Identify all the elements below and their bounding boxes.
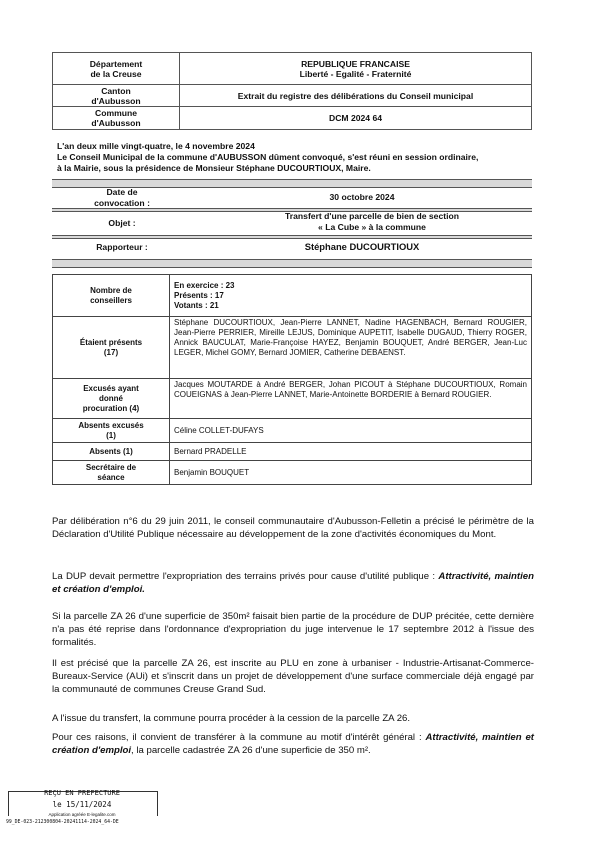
attendance-value: Jacques MOUTARDE à André BERGER, Johan PICOUT à Stéphane DUCOURTIOUX, Romain COUEIGNAS à Jean-Pierre LANNET, Marie-Antoinette BORDERIE à Bernard ROUGIER. [170, 379, 532, 419]
canton-label: Canton d'Aubusson [53, 85, 180, 107]
stamp-received: REÇU EN PREFECTURE [44, 789, 120, 797]
paragraph-4: Il est précisé que la parcelle ZA 26, est inscrite au PLU en zone à urbaniser - Industrie-Artisanat-Commerce-Bureaux-Service (AUi) et s'inscrit dans un projet de développement d'une surface commerciale déjà engagé par la communauté de communes Creuse Grand Sud. [52, 658, 534, 695]
attendance-row-absent [53, 443, 532, 461]
stamp-date: le 15/11/2024 [52, 800, 112, 809]
paragraph-2-text: La DUP devait permettre l'expropriation des terrains privés pour cause d'utilité publique : [52, 571, 436, 582]
paragraph-2-emphasis: Attractivité, maintien et création d'emploi. [52, 571, 534, 595]
reporter-row [52, 239, 532, 257]
attendance-label: Absents excusés (1) [53, 419, 170, 443]
reporter-label: Rapporteur : [96, 242, 148, 252]
object-value-line-2: « La Cube » à la commune [318, 222, 426, 232]
convocation-date: 30 octobre 2024 [329, 192, 395, 202]
attendance-label: Nombre de conseillers [53, 275, 170, 317]
attendance-row-present [53, 317, 532, 379]
attendance-label: Étaient présents (17) [53, 317, 170, 379]
department-label: Département de la Creuse [53, 53, 180, 85]
attendance-row-secretary [53, 461, 532, 485]
prefecture-stamp [6, 789, 158, 829]
header-table [52, 52, 532, 130]
intro-line-3: à la Mairie, sous la présidence de Monsieur Stéphane DUCOURTIOUX, Maire. [57, 163, 371, 173]
reporter-name: Stéphane DUCOURTIOUX [304, 241, 420, 252]
stamp-identifier: 99_DE-023-212300804-20241114-2024_64-DE [6, 820, 119, 825]
register-extract-title: Extrait du registre des délibérations du Conseil municipal [180, 85, 532, 107]
separator-bar-4 [52, 259, 532, 268]
paragraph-2 [52, 570, 534, 596]
convocation-label: Date de convocation : [94, 187, 150, 208]
attendance-label: Absents (1) [53, 443, 170, 461]
paragraph-6-text: Pour ces raisons, il convient de transférer à la commune au motif d'intérêt général : [52, 732, 422, 743]
paragraph-5: A l'issue du transfert, la commune pourra procéder à la cession de la parcelle ZA 26. [52, 713, 411, 724]
attendance-value: Benjamin BOUQUET [170, 461, 532, 485]
attendance-row-proxies [53, 379, 532, 419]
commune-label: Commune d'Aubusson [53, 107, 180, 130]
object-row [52, 211, 532, 235]
intro-line-2: Le Conseil Municipal de la commune d'AUBUSSON dûment convoqué, s'est réuni en session ordinaire, [57, 152, 479, 162]
republic-motto: Liberté - Egalité - Fraternité [299, 68, 412, 79]
attendance-label: Secrétaire de séance [53, 461, 170, 485]
paragraph-6 [52, 731, 534, 757]
object-label: Objet : [108, 218, 136, 228]
deliberation-reference: DCM 2024 64 [180, 107, 532, 130]
intro-block [57, 141, 537, 174]
republic-cell [180, 53, 532, 85]
republic-title: REPUBLIQUE FRANCAISE [301, 58, 410, 69]
paragraph-6-emphasis: Attractivité, maintien et création d'emploi [52, 732, 534, 756]
convocation-row [52, 187, 532, 209]
attendance-value: Stéphane DUCOURTIOUX, Jean-Pierre LANNET, Nadine HAGENBACH, Bernard ROUGIER, Jean-Pierre PERRIER, Mireille LEJUS, Dominique AUPETIT, Isabelle DUGAUD, Thierry ROGER, Annick BAUCULAT, Marie-Françoise HAYEZ, Benjamin BOUQUET, André BERGER, Jean-Luc LEGER, Michel GOMY, Bernard JOMIER, Catherine DEBAENST. [170, 317, 532, 379]
attendance-table [52, 274, 532, 485]
attendance-row-count [53, 275, 532, 317]
paragraph-6-tail: , la parcelle cadastrée ZA 26 d'une superficie de 350 m². [131, 745, 371, 756]
attendance-row-excused [53, 419, 532, 443]
attendance-value: En exercice : 23 Présents : 17 Votants : 21 [170, 275, 532, 317]
stamp-application: Application agréée E-legalite.com [48, 812, 116, 817]
paragraph-1: Par délibération n°6 du 29 juin 2011, le conseil communautaire d'Aubusson-Felletin a précisé le périmètre de la Déclaration d'Utilité Publique nécessaire au développement de la zone d'activités économiques du Mont. [52, 516, 534, 540]
attendance-label: Excusés ayant donné procuration (4) [53, 379, 170, 419]
intro-date-line: L'an deux mille vingt-quatre, le 4 novembre 2024 [57, 141, 255, 151]
attendance-value: Bernard PRADELLE [170, 443, 532, 461]
paragraph-3: Si la parcelle ZA 26 d'une superficie de 350m² faisait bien partie de la procédure de DUP précitée, cette dernière n'a pas été reprise dans l'ordonnance d'expropriation du juge intervenue le 17 septembre 2012 à l'issue des formalités. [52, 611, 534, 648]
object-value-line-1: Transfert d'une parcelle de bien de section [285, 211, 459, 221]
attendance-value: Céline COLLET-DUFAYS [170, 419, 532, 443]
